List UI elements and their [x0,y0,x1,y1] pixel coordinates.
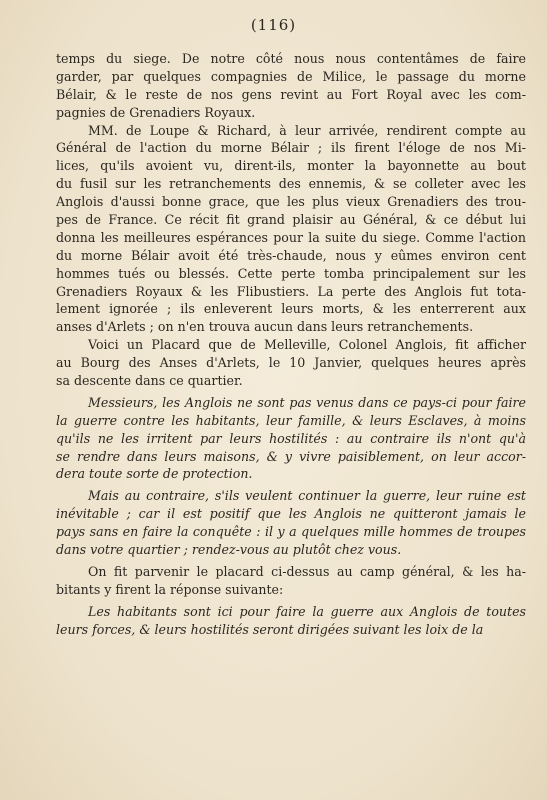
quoted-paragraph [56,394,526,483]
text-line: qu'ils ne les irritent par leurs hostilités : au contraire ils n'ont qu'à [56,430,526,446]
text-line: anses d'Arlets ; on n'en trouva aucun dans leurs retranchements. [56,319,474,335]
text-line: sa descente dans ce quartier. [56,373,243,389]
text-line: la guerre contre les habitants, leur famille, & leurs Esclaves, à moins [56,412,526,428]
paragraph [56,122,526,337]
text-line: Mais au contraire, s'ils veulent continuer la guerre, leur ruine est [88,488,526,504]
text-line: pays sans en faire la conquête : il y a quelques mille hommes de troupes [56,524,526,540]
quoted-paragraph [56,487,526,559]
text-line: se rendre dans leurs maisons, & y vivre paisiblement, on leur accor- [56,448,526,464]
text-line: Anglois d'aussi bonne grace, que les plus vieux Grenadiers des trou- [56,194,526,210]
text-line: hommes tués ou blessés. Cette perte tomba principalement sur les [56,265,526,281]
text-line: du morne Bélair avoit été très-chaude, nous y eûmes environ cent [56,247,526,263]
text-line: leurs forces, & leurs hostilités seront dirigées suivant les loix de la [56,621,484,637]
text-line: Les habitants sont ici pour faire la guerre aux Anglois de toutes [88,603,526,619]
paragraph [56,336,526,390]
text-line: au Bourg des Anses d'Arlets, le 10 Janvier, quelques heures après [56,355,526,371]
paragraph [56,50,526,122]
text-line: pagnies de Grenadiers Royaux. [56,104,256,120]
page-text [56,50,526,639]
text-line: inévitable ; car il est positif que les Anglois ne quitteront jamais le [56,506,526,522]
text-line: bitants y firent la réponse suivante: [56,581,284,597]
text-line: temps du siege. De notre côté nous nous contentâmes de faire [56,51,526,66]
text-line: Général de l'action du morne Bélair ; ils firent l'éloge de nos Mi- [56,140,526,156]
text-line: lement ignorée ; ils enleverent leurs morts, & les enterrerent aux [56,301,526,317]
paragraph [56,563,526,599]
text-line: dera toute sorte de protection. [56,466,253,482]
text-line: pes de France. Ce récit fit grand plaisir au Général, & ce début lui [56,212,526,228]
text-line: On fit parvenir le placard ci-dessus au camp général, & les ha- [88,563,526,579]
text-line: dans votre quartier ; rendez-vous au plutôt chez vous. [56,542,402,558]
text-line: MM. de Loupe & Richard, à leur arrivée, rendirent compte au [88,122,526,138]
quoted-paragraph [56,603,526,639]
text-line: Bélair, & le reste de nos gens revint au Fort Royal avec les com- [56,86,526,102]
page-number: (116) [250,16,297,34]
text-line: lices, qu'ils avoient vu, dirent-ils, monter la bayonnette au bout [56,158,526,174]
text-line: Messieurs, les Anglois ne sont pas venus dans ce pays-ci pour faire [88,394,526,410]
text-line: Grenadiers Royaux & les Flibustiers. La perte des Anglois fut tota- [56,283,526,299]
text-line: du fusil sur les retranchements des ennemis, & se colleter avec les [56,176,526,192]
text-line: Voici un Placard que de Melleville, Colonel Anglois, fit afficher [88,337,526,353]
text-line: donna les meilleures espérances pour la suite du siege. Comme l'action [56,229,526,245]
text-line: garder, par quelques compagnies de Milice, le passage du morne [56,68,526,84]
